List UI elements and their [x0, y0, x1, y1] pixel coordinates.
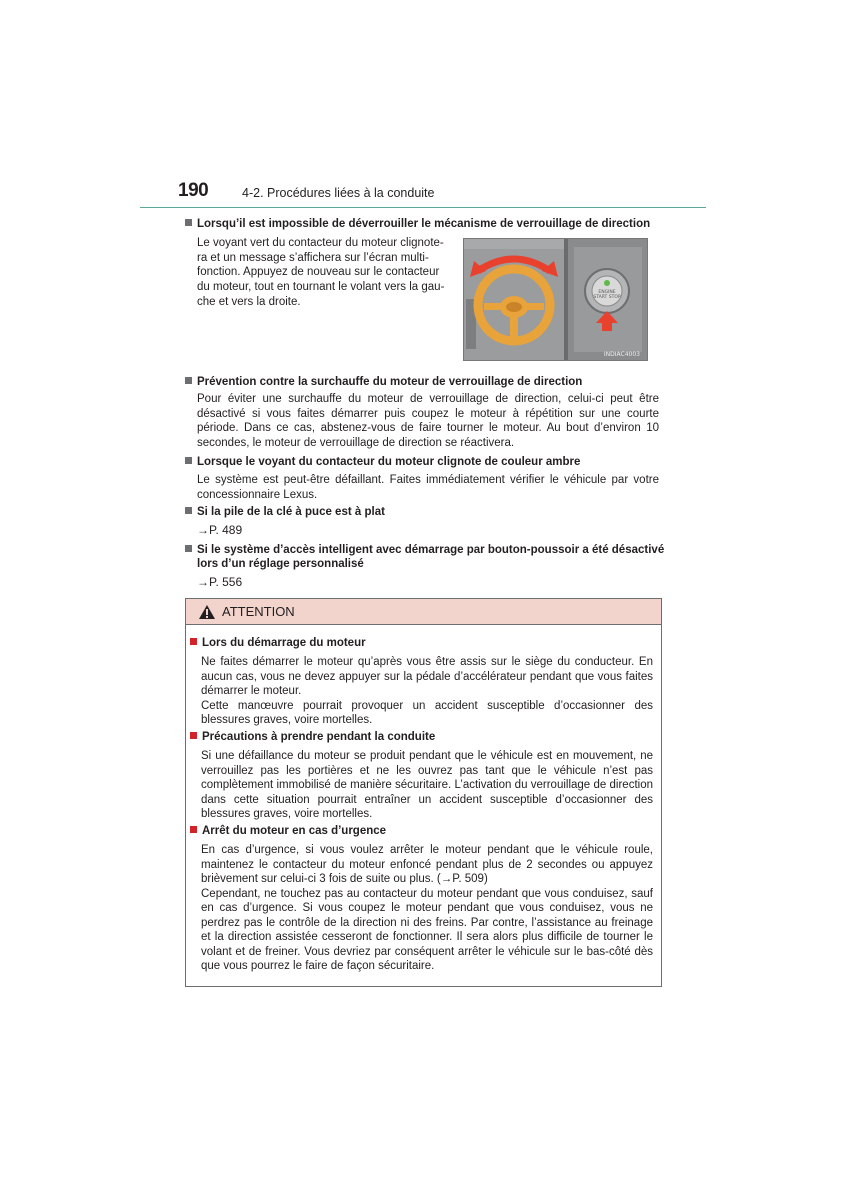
- bullet-square-icon: [185, 507, 192, 514]
- steering-wheel-illustration: [463, 238, 648, 361]
- heading-key-battery: Si la pile de la clé à puce est à plat: [185, 505, 665, 519]
- steering-lock-text: Le voyant vert du contacteur du moteur clignote- ra et un message s’affichera sur l’écran multi- fonction. Appuyez de nouveau sur le contacteur du moteur, tout en tournant le volant vers la gau- che et vers la droite.: [197, 237, 445, 308]
- attention-label: ATTENTION: [222, 604, 295, 619]
- overheat-text: Pour éviter une surchauffe du moteur de verrouillage de direction, celui-ci peut être désactivé si vous faites démarrer puis coupez le moteur à répétition sur une courte période. Dans ce cas, abstenez-vous de faire tourner le moteur. Au bout d’environ 10 secondes, le moteur de verrouillage de direction se réactivera.: [197, 393, 659, 449]
- heading-overheat: Prévention contre la surchauffe du moteur de verrouillage de direction: [185, 375, 665, 389]
- key-battery-ref[interactable]: →P. 489: [197, 523, 243, 537]
- steering-wheel-figure: [464, 239, 647, 360]
- figure-code: INDIAC4003: [603, 351, 640, 358]
- heading-smart-access: Si le système d’accès intelligent avec démarrage par bouton-poussoir a été désactivé lors d’un réglage personnalisé: [185, 543, 665, 571]
- attention-box: [185, 598, 662, 987]
- bullet-red-square-icon: [190, 732, 197, 739]
- heading-amber-indicator: Lorsque le voyant du contacteur du moteur clignote de couleur ambre: [185, 455, 665, 469]
- attention-header: [186, 599, 661, 625]
- amber-indicator-text: Le système est peut-être défaillant. Faites immédiatement vérifier le véhicule par votre concessionnaire Lexus.: [197, 474, 659, 501]
- warning-triangle-icon: [198, 604, 216, 620]
- smart-access-ref[interactable]: →P. 556: [197, 575, 243, 589]
- bullet-red-square-icon: [190, 826, 197, 833]
- attention-item-text: Ne faites démarrer le moteur qu’après vous être assis sur le siège du conducteur. En aucun cas, vous ne devez appuyer sur la pédale d’accélérateur pendant que vous faites démarrer le moteur. Cette manœuvre pourrait provoquer un accident susceptible d’occasionner des blessures graves, voire mortelles.: [201, 656, 653, 726]
- attention-item-title: Lors du démarrage du moteur: [190, 637, 366, 649]
- attention-item-title: Précautions à prendre pendant la conduite: [190, 731, 435, 743]
- bullet-square-icon: [185, 219, 192, 226]
- page-number: 190: [178, 180, 209, 201]
- bullet-square-icon: [185, 545, 192, 552]
- attention-item-text: Si une défaillance du moteur se produit pendant que le véhicule est en mouvement, ne verrouillez pas les portières et ne les ouvrez pas tant que le véhicule n’est pas complètement immobilisé de manière sécuritaire. L’activation du verrouillage de direction dans cette situation pourrait entraîner un accident susceptible d’occasionner des blessures graves, voire mortelles.: [201, 750, 653, 820]
- attention-item-text: En cas d’urgence, si vous voulez arrêter le moteur pendant que le véhicule roule, maintenez le contacteur du moteur enfoncé pendant plus de 2 secondes ou appuyez brièvement sur celui-ci 3 fois de suite ou plus. (→P. 509) Cependant, ne touchez pas au contacteur du moteur pendant que vous conduisez, sauf en cas d’urgence. Si vous coupez le moteur pendant que vous conduisez, vous ne perdrez pas le contrôle de la direction ni des freins. Par contre, l’assistance au freinage et la direction assistée cesseront de fonctionner. Il sera alors plus difficile de tourner le volant et de freiner. Vous devriez par conséquent arrêter le véhicule sur le bas-côté dès que vous pourrez le faire de façon sécuritaire.: [201, 844, 653, 972]
- header-rule: [140, 207, 706, 208]
- bullet-square-icon: [185, 457, 192, 464]
- bullet-red-square-icon: [190, 638, 197, 645]
- heading-steering-lock: Lorsqu’il est impossible de déverrouiller le mécanisme de verrouillage de direction: [185, 217, 665, 231]
- bullet-square-icon: [185, 377, 192, 384]
- attention-item-title: Arrêt du moteur en cas d’urgence: [190, 825, 386, 837]
- svg-text:ENGINE: ENGINE: [598, 290, 616, 295]
- svg-text:START STOP: START STOP: [593, 295, 621, 300]
- section-title: 4-2. Procédures liées à la conduite: [242, 186, 435, 200]
